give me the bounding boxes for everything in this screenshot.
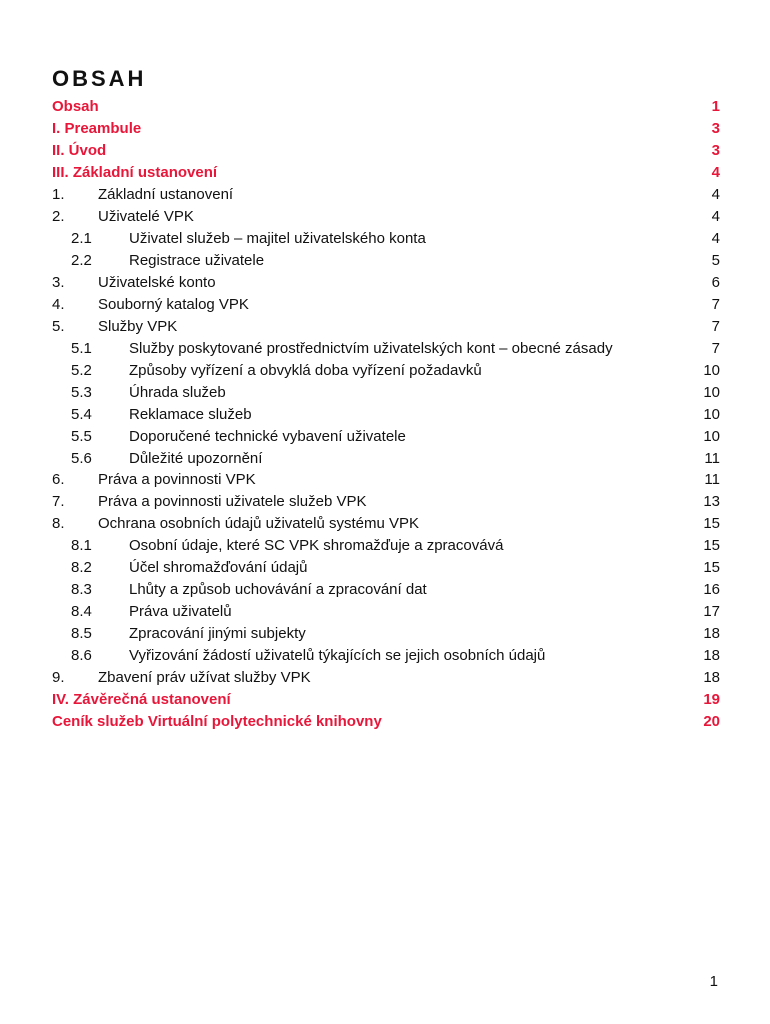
toc-entry-number: 8.3 <box>71 581 92 599</box>
page-number: 1 <box>709 973 718 990</box>
toc-entry-title[interactable]: Uživatelské konto <box>98 273 216 291</box>
toc-entry-title[interactable]: Lhůty a způsob uchovávání a zpracování dat <box>129 581 427 599</box>
toc-entry-number: 2. <box>52 207 65 225</box>
toc-entry-title[interactable]: Uživatelé VPK <box>98 207 194 225</box>
toc-entry[interactable] <box>52 667 720 689</box>
toc-entry-number: 8.2 <box>71 559 92 577</box>
toc-entry-page: 15 <box>703 515 720 533</box>
toc-entry-page: 3 <box>711 141 720 159</box>
toc-entry[interactable] <box>52 118 720 140</box>
toc-entry-title[interactable]: Služby poskytované prostřednictvím uživatelských kont – obecné zásady <box>129 339 613 357</box>
toc-entry-number: 8.5 <box>71 625 92 643</box>
toc-entry-title[interactable]: Registrace uživatele <box>129 251 265 269</box>
toc-entry[interactable] <box>52 184 720 206</box>
toc-entry-number: 8.6 <box>71 647 92 665</box>
toc-entry-page: 3 <box>711 119 720 137</box>
toc-entry-page: 10 <box>703 361 720 379</box>
toc-entry[interactable] <box>52 404 720 426</box>
toc-entry[interactable] <box>52 316 720 338</box>
toc-entry-number: 3. <box>52 273 65 291</box>
table-of-contents <box>52 96 720 733</box>
toc-entry[interactable] <box>52 535 720 557</box>
toc-entry[interactable] <box>52 96 720 118</box>
toc-entry[interactable] <box>52 272 720 294</box>
toc-entry[interactable] <box>52 645 720 667</box>
toc-entry[interactable] <box>52 250 720 272</box>
toc-entry-title[interactable]: Osobní údaje, které SC VPK shromažďuje a zpracovává <box>129 537 504 555</box>
toc-entry-title[interactable]: Souborný katalog VPK <box>98 295 249 313</box>
toc-entry-number: 5.3 <box>71 383 92 401</box>
toc-entry-number: 5.6 <box>71 449 92 467</box>
toc-entry-number: 5.2 <box>71 361 92 379</box>
toc-entry[interactable] <box>52 601 720 623</box>
toc-entry-title[interactable]: II. Úvod <box>52 141 107 159</box>
toc-entry-page: 4 <box>711 229 720 247</box>
toc-entry-title[interactable]: Služby VPK <box>98 317 178 335</box>
toc-entry-title[interactable]: Základní ustanovení <box>98 185 234 203</box>
toc-entry[interactable] <box>52 360 720 382</box>
toc-entry[interactable] <box>52 140 720 162</box>
toc-entry-page: 1 <box>711 98 720 115</box>
toc-entry-page: 4 <box>711 163 720 181</box>
toc-entry[interactable] <box>52 513 720 535</box>
toc-entry-page: 7 <box>711 317 720 335</box>
toc-entry-page: 10 <box>703 383 720 401</box>
toc-entry-page: 5 <box>711 251 720 269</box>
toc-entry-title[interactable]: Práva a povinnosti VPK <box>98 471 256 489</box>
toc-entry-title[interactable]: Způsoby vyřízení a obvyklá doba vyřízení požadavků <box>129 361 482 379</box>
toc-entry-page: 11 <box>704 449 720 467</box>
toc-entry-page: 18 <box>703 647 720 665</box>
toc-entry[interactable] <box>52 162 720 184</box>
toc-entry[interactable] <box>52 294 720 316</box>
toc-entry-page: 17 <box>703 603 720 621</box>
toc-entry[interactable] <box>52 491 720 513</box>
toc-entry[interactable] <box>52 579 720 601</box>
toc-entry-title[interactable]: Účel shromažďování údajů <box>129 559 308 577</box>
toc-entry[interactable] <box>52 426 720 448</box>
toc-entry-title[interactable]: Vyřizování žádostí uživatelů týkajících se jejich osobních údajů <box>129 647 546 665</box>
toc-entry-title[interactable]: Zpracování jinými subjekty <box>129 625 306 643</box>
toc-entry-title[interactable]: Úhrada služeb <box>129 383 226 401</box>
toc-entry[interactable] <box>52 338 720 360</box>
toc-entry-page: 10 <box>703 427 720 445</box>
toc-entry-title[interactable]: Práva uživatelů <box>129 603 232 621</box>
toc-entry[interactable] <box>52 206 720 228</box>
toc-entry-page: 13 <box>703 493 720 511</box>
toc-entry[interactable] <box>52 557 720 579</box>
toc-entry[interactable] <box>52 448 720 470</box>
toc-entry-title[interactable]: Obsah <box>52 98 99 115</box>
toc-entry[interactable] <box>52 228 720 250</box>
toc-entry-page: 19 <box>703 691 720 709</box>
toc-entry-title[interactable]: Důležité upozornění <box>129 449 263 467</box>
toc-entry-page: 15 <box>703 559 720 577</box>
toc-entry-page: 4 <box>711 185 720 203</box>
toc-entry-page: 15 <box>703 537 720 555</box>
toc-entry-number: 2.1 <box>71 229 92 247</box>
toc-entry-number: 8. <box>52 515 65 533</box>
toc-entry-title[interactable]: IV. Závěrečná ustanovení <box>52 691 231 709</box>
toc-entry-number: 7. <box>52 493 65 511</box>
toc-entry-page: 10 <box>703 405 720 423</box>
toc-entry[interactable] <box>52 689 720 711</box>
toc-entry-title[interactable]: Ochrana osobních údajů uživatelů systému VPK <box>98 515 420 533</box>
toc-entry-page: 4 <box>711 207 720 225</box>
toc-entry-number: 5.4 <box>71 405 92 423</box>
toc-entry-number: 1. <box>52 185 65 203</box>
toc-entry-number: 4. <box>52 295 65 313</box>
toc-entry-number: 6. <box>52 471 65 489</box>
toc-entry-number: 9. <box>52 669 65 687</box>
toc-entry-title[interactable]: Doporučené technické vybavení uživatele <box>129 427 406 445</box>
toc-entry-page: 7 <box>711 295 720 313</box>
toc-entry-page: 18 <box>703 625 720 643</box>
toc-entry-title[interactable]: Práva a povinnosti uživatele služeb VPK <box>98 493 367 511</box>
toc-entry-title[interactable]: I. Preambule <box>52 119 142 137</box>
page-title: OBSAH <box>52 66 147 91</box>
toc-entry-page: 18 <box>703 669 720 687</box>
toc-entry-page: 16 <box>703 581 720 599</box>
toc-entry-title[interactable]: III. Základní ustanovení <box>52 163 218 181</box>
toc-entry-page: 20 <box>703 713 720 731</box>
toc-entry-number: 5.1 <box>71 339 92 357</box>
toc-entry-title[interactable]: Reklamace služeb <box>129 405 252 423</box>
toc-entry-number: 8.4 <box>71 603 92 621</box>
toc-entry-page: 6 <box>711 273 720 291</box>
toc-entry-title[interactable]: Uživatel služeb – majitel uživatelského konta <box>129 229 426 247</box>
toc-entry-page: 11 <box>704 471 720 489</box>
toc-entry-title[interactable]: Ceník služeb Virtuální polytechnické knihovny <box>52 713 382 731</box>
toc-entry[interactable] <box>52 623 720 645</box>
toc-entry[interactable] <box>52 711 720 733</box>
toc-entry-number: 8.1 <box>71 537 92 555</box>
toc-entry-title[interactable]: Zbavení práv užívat služby VPK <box>98 669 311 687</box>
toc-entry[interactable] <box>52 469 720 491</box>
toc-entry-number: 5. <box>52 317 65 335</box>
toc-entry[interactable] <box>52 382 720 404</box>
toc-entry-number: 5.5 <box>71 427 92 445</box>
toc-entry-page: 7 <box>711 339 720 357</box>
toc-entry-number: 2.2 <box>71 251 92 269</box>
